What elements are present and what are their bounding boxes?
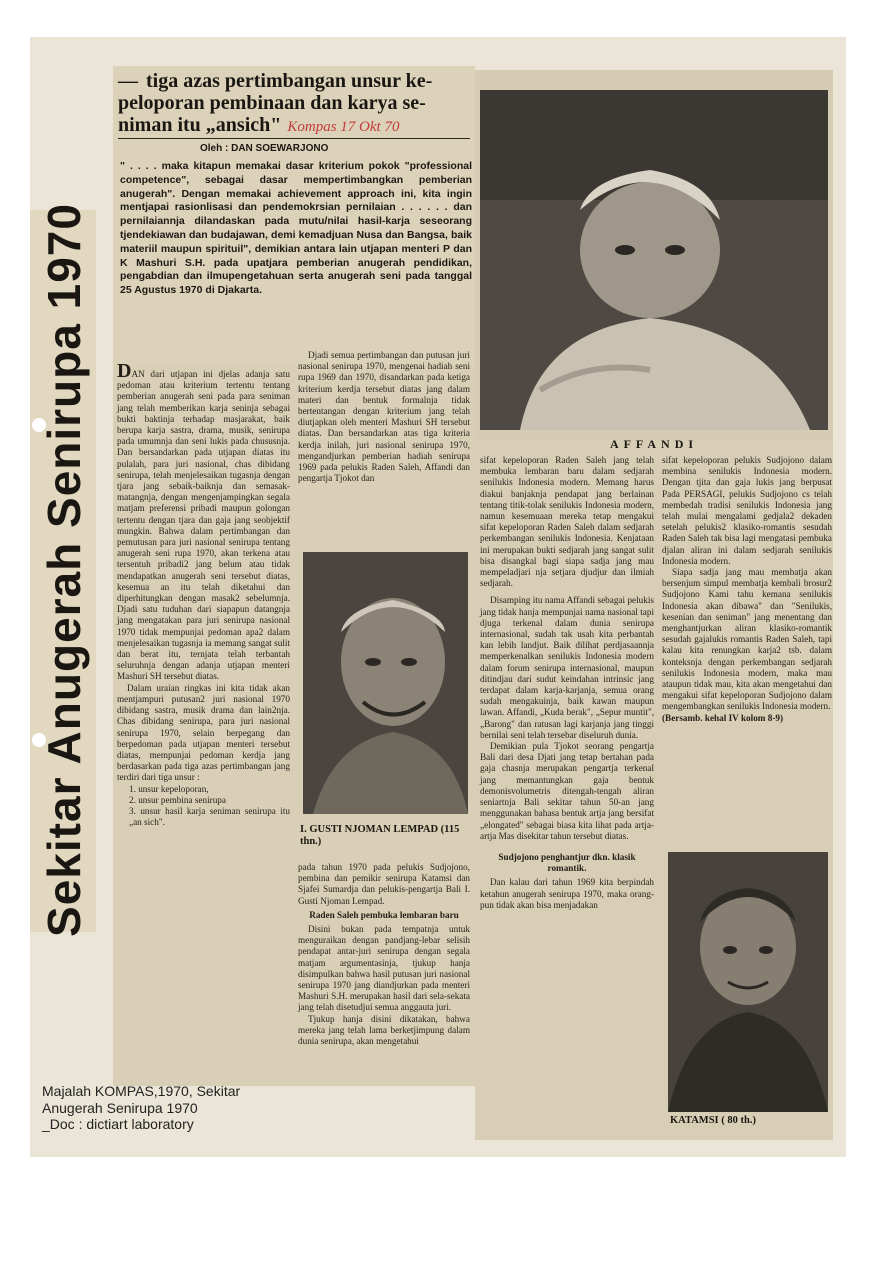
caption-affandi: AFFANDI [609, 437, 699, 451]
article-column-1: DAN dari utjapan ini djelas adanja satu pedoman atau kriterium tertentu tentang pemberian anugerah seni pada para seniman jang telah memberikan karja seninja sebagai bukti baktinja terhadap masjarakat, baik berupa karja sastra, drama, musik, senirupa pada umumnja dan seni lukis pada chususnja. Dan bersandarkan pada utjapan diatas itu pulalah, para juri nasional, chas dibidang senirupa, telah menjelesaikan tugasnja dengan tjara jang sebaik-baiknja dan semasak-matangnja, dengan mengenjampingkan segala matjam preferensi pribadi maupun golongan tertentu dengan tjara dan gaja jang seobjektif mungkin. Bahwa dalam pertimbangan dan pemutusan para juri nasional senirupa tentang anugerah seni rupa 1970, akan terkena atau tersentuh pribadi2 jang belum atau tidak mendapatkan anugerah seni tersebut diatas, kesemua an itu telah diketahui dan diperhitungkan dengan masak2 sebelumnja. Djadi satu tuduhan dari siapapun datangnja jang mengatakan para juri senirupa nasional 1970 tidak mempunjai pedoman apa2 dalam menjelesaikan tugasnja ia memang sangat sulit dan berat itu, ternjata telah terbantah seluruhnja dengan adanja utjapan menteri Mashuri SH tersebut diatas. Dalam uraian ringkas ini kita tidak akan mentjampuri putusan2 juri nasional 1970 dibidang sastra, musik drama dan lain2nja. Chas dibidang senirupa, para juri nasional senirupa 1970, selain berpegang dan berpedoman pada utjapan menteri tersebut diatas, mempunjai pedoman kerdja jang berdasarkan pada tiga azas pertimbangan jang terdiri dari tiga unsur : 1. unsur kepeloporan, 2. unsur pembina senirupa 3. unsur hasil karja seniman senirupa itu „an sich". [117, 360, 290, 828]
byline: Oleh : DAN SOEWARJONO [200, 143, 329, 154]
article-column-3: sifat kepeloporan Raden Saleh jang telah membuka lembaran baru dalam sedjarah senilukis Indonesia modern. Memang harus diakui banjaknja pendapat jang berlainan tentang titik-tolak senilukis Indonesia modern, namun kesemuaan mereka tetap mengakui sifat kepeloporan Raden Saleh dalam sedjarah perkembangan senilukis Indonesia. Kenjataan ini merupakan bukti sedjarah jang sangat sulit bisa disangkal bagi siapa sadja jang mau mempeladjari nja setjara djudjur dan ilmiah sedjarah. Disamping itu nama Affandi sebagai pelukis jang tidak hanja mempunjai nama nasional tapi djuga terkenal dalam dunia senirupa internasional, sudah tak usah kita perbantah kan lebih landjut. Baik dilihat perdjasaannja memperkenalkan senilukis Indonesia modern dalam forum senirupa internasional, maupun ditindjau dari sudut keindahan intrinsic jang terdapat dalam karja-karjanja, semua orang sudah mengakuinja, baik kawan maupun lawan. Affandi, „Kuda berak", „Sepur muntit", „Barong" dan ratusan lagi karjanja jang tinggi bernilai seni telah tersebar diseluruh dunia. Demikian pula Tjokot seorang pengartja Bali dari desa Djati jang tetap bertahan pada gaja chasnja merupakan pengartja terkenal jang memantungkan gaja bentuk demonisvolumetris ditengah-tengah aliran seniartnja Bali sekitar tahun 50-an jang menggunakan bahasa bentuk artja jang bersifat „elongated" sebagai biasa kita lihat pada artja-artja Mas disekitar tahun tersebut diatas. Sudjojono penghantjur dkn. klasik romantik. Dan kalau dari tahun 1969 kita berpindah ketahun anugerah senirupa 1970, maka orang-pun tidak akan bisa menjadakan [480, 455, 654, 910]
article-column-2b: pada tahun 1970 pada pelukis Sudjojono, pembina dan pemikir senirupa Katamsi dan Sjafei Sumardja dan pelukis-pengartja Bali I. Gusti Njoman Lempad. Raden Saleh pembuka lembaran baru Disini bukan pada tempatnja untuk menguraikan dengan pandjang-lebar selisih pendapat antar-juri senirupa dengan segala matjam argumentasinja, tjukup hanja disimpulkan bahwa hasil putusan juri nasional senirupa 1970 jang diandjurkan pada menteri Mashuri S.H. merupakan hasil dari sela-sekata jang telah disetudjui semua anggauta juri. Tjukup hanja disini dikatakan, bahwa mereka jang telah lama berketjimpung dalam dunia senirupa, akan mengetahui [298, 862, 470, 1047]
subheading: Sudjojono penghantjur dkn. klasik romantik. [498, 851, 636, 874]
portrait-photo-affandi [480, 90, 828, 430]
sidebar-title: Sekitar Anugerah Senirupa 1970 [38, 203, 90, 937]
lead-paragraph: " . . . . maka kitapun memakai dasar kriterium pokok "professional competence", sebagai dasar mempertimbangkan pemberian anugerah". Dengan memakai achievement approach ini, kita ingin mentjapai rasionlisasi dan pendemokrsian pernilaian . . . . . . dan pernilaiannja dilandaskan pada mutu/nilai hasil-karja seseorang tjendekiawan dan budajawan, demi kemadjuan Nusa dan Bangsa, baik materiil maupun spirituil", demikian antara lain utjapan menteri P dan K Mashuri S.H. pada upatjara pemberian anugerah pendidikan, pengabdian dan ilmupengetahuan serta anugerah seni pada tanggal 25 Agustus 1970 di Djakarta. [120, 160, 472, 297]
continuation-note: (Bersamb. kehal IV kolom 8-9) [662, 712, 784, 723]
headline-rule [118, 138, 470, 139]
source-footer: Majalah KOMPAS,1970, Sekitar Anugerah Senirupa 1970 _Doc : dictiart laboratory [42, 1083, 241, 1132]
subheading: Raden Saleh pembuka lembaran baru [309, 909, 459, 920]
list-item: 2. unsur pembina senirupa [129, 794, 226, 805]
caption-lempad: I. GUSTI NJOMAN LEMPAD (115 thn.) [300, 824, 460, 847]
handwritten-note: Kompas 17 Okt 70 [287, 119, 400, 135]
list-item: 1. unsur kepeloporan, [129, 783, 209, 794]
portrait-photo-lempad [303, 552, 468, 814]
drop-cap: D [117, 360, 132, 382]
article-column-2: Djadi semua pertimbangan dan putusan juri nasional senirupa 1970, mengenai hadiah seni rupa 1969 dan 1970, disandarkan pada ketiga kriterium kerdja tersebut diatas jang dalam materi dan bentuk formalnja tidak bertentangan dengan kriterium jang telah diutjapkan oleh menteri Mashuri SH tersebut diatas. Dan bersandarkan atas tiga kriteria kerdja inilah, juri nasional senirupa 1970, mengandjurkan pemberian hadiah senirupa 1969 pada pelukis Raden Saleh, Affandi dan pengartja Tjokot dan [298, 350, 470, 484]
list-item: 3. unsur hasil karja seniman senirupa itu „an sich". [129, 805, 290, 828]
caption-katamsi: KATAMSI ( 80 th.) [670, 1115, 756, 1126]
portrait-photo-katamsi [668, 852, 828, 1112]
article-column-4: sifat kepeloporan pelukis Sudjojono dalam membina senilukis Indonesia modern. Dengan tjita dan gaja lukis jang berpusat Pada PERSAGI, pelukis Sudjojono cs telah membedah tradisi senilukis Indonesia jang telah mulai mengalami gedjala2 dekaden setelah pelukis2 klasiko-romantis sesudah Raden Saleh tak bisa lagi mengatasi pembuka djalan aliran ini dalam sedjarah senilukis Indonesia modern. Siapa sadja jang mau membatja akan bersenjum simpul membatja kembali brosur2 Sudjojono Kami tahu kemana senilukis Indonesia akan dibawa" dan "Senilukis, kesenian dan seniman" jang menentang dan menghantjurkan aliran klasiko-romantik sesudah gajalukis romantis Raden Saleh, tapi kalau kita renungkan karja2 tsb. dalam konteksnja dengan perkembangan sedjarah senilukis Indonesia modern, maka mau ataupun tidak mau, kita akan mengetahui dan mengakui sifat kepeloporan Sudjojono dalam mengembangkan senilukis Indonesia modern. (Bersamb. kehal IV kolom 8-9) [662, 455, 832, 723]
headline: — tiga azas pertimbangan unsur ke- peloporan pembinaan dan karya se- niman itu „ansich" Kompas 17 Okt 70 [118, 70, 433, 136]
